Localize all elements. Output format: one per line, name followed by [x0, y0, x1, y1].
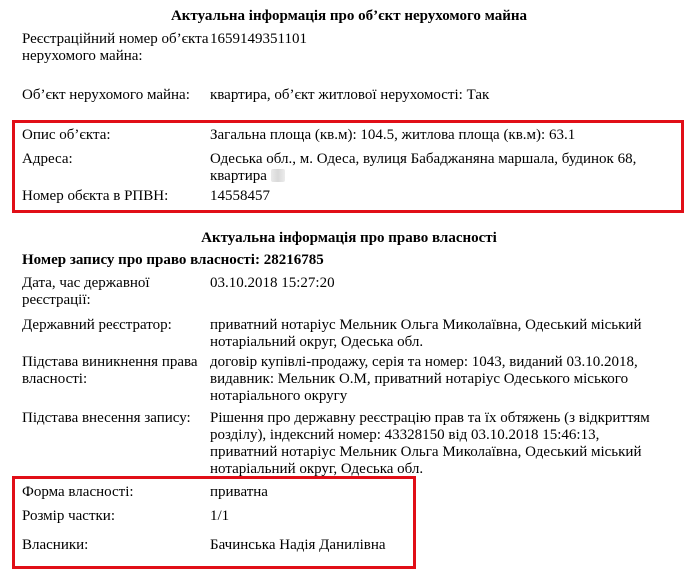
value-owners: Бачинська Надія Данилівна: [210, 537, 386, 553]
label-owners: Власники:: [22, 537, 89, 553]
label-ownership-form: Форма власності:: [22, 484, 134, 500]
value-state-registrar: приватний нотаріус Мельник Ольга Миколаївна, Одеський міський нотаріальний округ, Одеська обл.: [210, 317, 642, 350]
row-ownership-basis: [22, 354, 682, 405]
ownership-record-heading: Номер запису про право власності: 28216785: [22, 252, 324, 268]
row-record-basis: [22, 410, 682, 478]
value-object-type: квартира, об’єкт житлової нерухомості: Так: [210, 87, 490, 103]
ownership-section-title: Актуальна інформація про право власності: [201, 230, 497, 246]
value-object-description: Загальна площа (кв.м): 104.5, житлова площа (кв.м): 63.1: [210, 127, 576, 143]
value-record-basis: Рішення про державну реєстрацію прав та їх обтяжень (з відкриттям розділу), індексний номер: 43328150 від 03.10.2018 15:46:13, приватний нотаріус Мельник Ольга Миколаївна, Одеський міський нотаріальний округ, Одеська обл.: [210, 410, 650, 477]
row-state-registrar: [22, 317, 682, 351]
label-registration-datetime: Дата, час державної реєстрації:: [22, 275, 150, 308]
label-object-type: Об’єкт нерухомого майна:: [22, 87, 190, 103]
value-ownership-basis: договір купівлі-продажу, серія та номер: 1043, виданий 03.10.2018, видавник: Мельник О.М, приватний нотаріус Одеського міського нотаріального округу: [210, 354, 638, 404]
label-ownership-basis: Підстава виникнення права власності:: [22, 354, 198, 387]
highlight-box-object-details: [12, 120, 684, 213]
value-registration-number: 1659149351101: [210, 31, 307, 47]
value-registration-datetime: 03.10.2018 15:27:20: [210, 275, 335, 291]
value-ownership-form: приватна: [210, 484, 268, 500]
row-registration-number: [22, 31, 682, 65]
row-object-type: [22, 87, 682, 104]
label-address: Адреса:: [22, 151, 73, 167]
label-registration-number: Реєстраційний номер об’єкта нерухомого майна:: [22, 31, 209, 64]
address-text: Одеська обл., м. Одеса, вулиця Бабаджаняна маршала, будинок 68, квартира: [210, 151, 637, 184]
row-registration-datetime: [22, 275, 682, 309]
object-section-title: Актуальна інформація про об’єкт нерухомого майна: [170, 8, 528, 24]
label-share-size: Розмір частки:: [22, 508, 115, 524]
label-object-description: Опис об’єкта:: [22, 127, 111, 143]
label-rpvn-number: Номер обєкта в РПВН:: [22, 188, 169, 204]
label-record-basis: Підстава внесення запису:: [22, 410, 191, 426]
value-rpvn-number: 14558457: [210, 188, 270, 204]
highlight-box-ownership-details: [12, 476, 416, 569]
label-state-registrar: Державний реєстратор:: [22, 317, 172, 333]
value-share-size: 1/1: [210, 508, 230, 524]
